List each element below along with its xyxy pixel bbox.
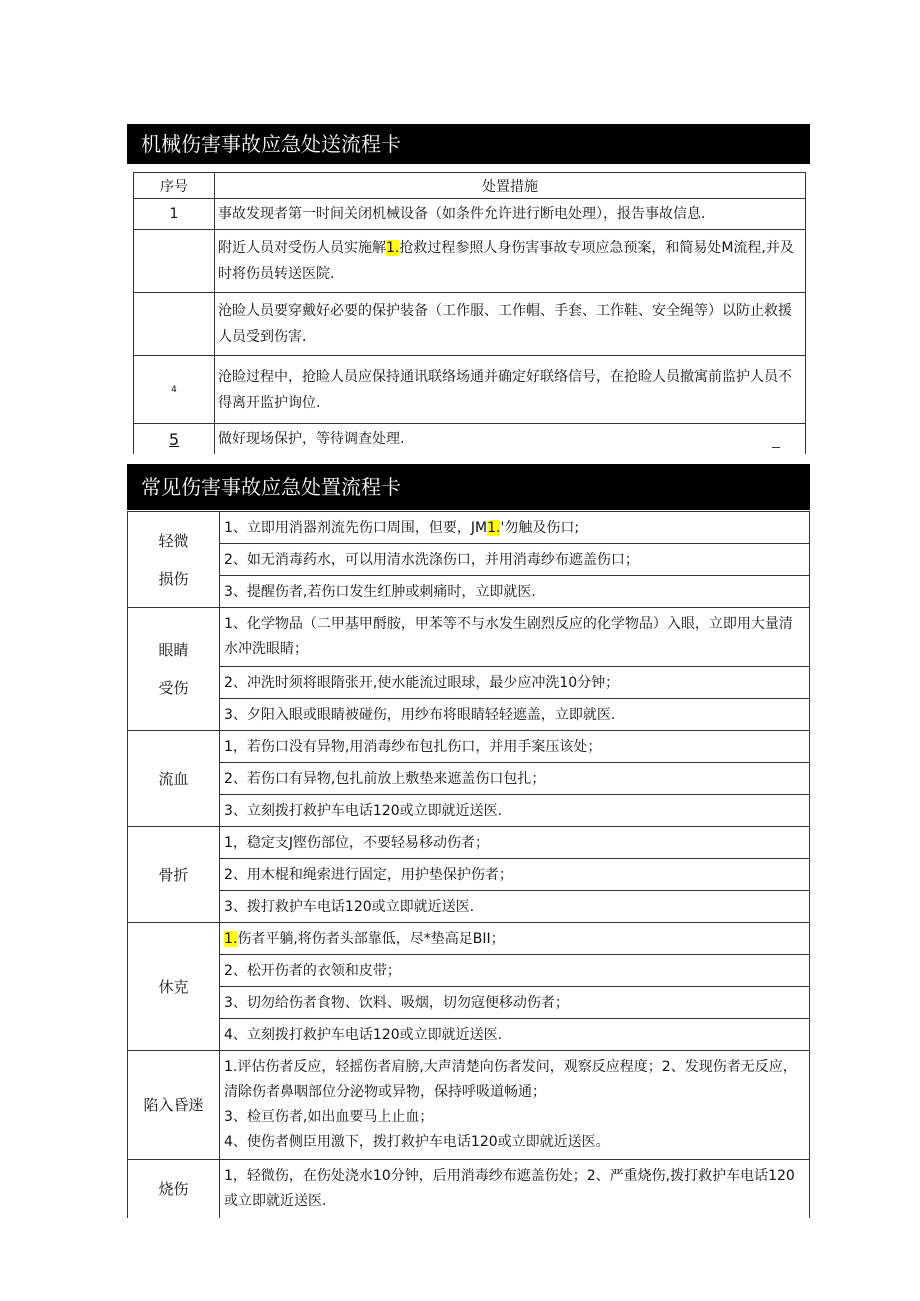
table-row [128,608,810,667]
step-text: 1.伤者平躺,将伤者头部靠低，尽*垫高足BII； [220,923,810,955]
table-row [128,1019,810,1051]
table-row [134,230,806,293]
table-row [128,512,810,544]
category-shock: 休克 [128,923,220,1051]
step-text: 2、松开伤者的衣领和皮带； [220,955,810,987]
step-text: 4、立刻拨打救护车电话120或立即就近送医. [220,1019,810,1051]
row-number: 1 [134,199,215,230]
row-number: 4 [134,356,215,424]
row-number [134,230,215,293]
step-text: 2、用木棍和绳索进行固定，用护垫保护伤者； [220,859,810,891]
col-measure-header: 处置措施 [215,173,806,199]
card1-title-bar [127,124,810,164]
card2-table [127,511,810,1218]
step-text: 3、立刻拨打救护车电话120或立即就近送医. [220,795,810,827]
row-number [134,424,215,455]
step-text: 1.评估伤者反应，轻摇伤者肩膀,大声清楚向伤者发问，观察反应程度；2、发现伤者无反应，清除伤者鼻咽部位分泌物或异物，保持呼吸道畅通； 3、检亘伤者,如出血要马上止血； 4、使伤者侧臣用激下，拨打救护车电话120或立即就近送医。 [220,1051,810,1160]
table-row [128,699,810,731]
table-row [128,955,810,987]
table-row [128,576,810,608]
step-text: 3、拨打救护车电话120或立即就近送医. [220,891,810,923]
table-row [128,795,810,827]
stray-dash [772,447,780,448]
row-text: 沧睑过程中，抢睑人员应保持通讯联络场通并确定好联络信号，在抢睑人员撤寓前监护人员不得离开监护询位. [215,356,806,424]
step-text: 3、提醒伤者,若伤口发生红肿或刺痛时，立即就医. [220,576,810,608]
highlighted-text: 1. [386,240,400,256]
table-row [128,891,810,923]
row-number [134,293,215,356]
category-eye-injury: 眼睛 受伤 [128,608,220,731]
table-row [128,1051,810,1160]
table-row [134,293,806,356]
table-row [128,827,810,859]
text-part: 附近人员对受伤人员实施解 [218,240,386,256]
category-fracture: 骨折 [128,827,220,923]
row-text: 事故发现者第一时间关闭机械设备（如条件允许进行断电处理），报告事故信息. [215,199,806,230]
text-part: 抢救过程参照人身伤害事故专项应急预案，和简易处M流程,并及时将伤员转送医院. [218,240,794,282]
card1-title: 机械伤害事故应急处送流程卡 [141,132,401,156]
category-minor-injury: 轻微 损伤 [128,512,220,608]
table-row [128,731,810,763]
category-bleeding: 流血 [128,731,220,827]
table-row [134,356,806,424]
card1-table [133,172,806,454]
table-row [128,667,810,699]
category-unconscious: 陷入昏迷 [128,1051,220,1160]
step-text: 1，轻微伤，在伤处浇水10分钟，后用消毒纱布遮盖伤处；2、严重烧伤,拨打救护车电话120或立即就近送医. [220,1160,810,1219]
card1-header-row [134,173,806,199]
step-text: 1、立即用消器剂流先伤口周围，但要，JM1.'勿触及伤口; [220,512,810,544]
card2-title: 常见伤害事故应急处置流程卡 [141,475,401,499]
row-number-underlined: 5 [168,429,180,449]
table-row [134,199,806,230]
table-row [128,859,810,891]
table-row [128,923,810,955]
highlighted-text: 1. [487,519,501,536]
step-text: 2、如无消毒药水，可以用清水洗涤伤口，并用消毒纱布遮盖伤口； [220,544,810,576]
category-burn: 烧伤 [128,1160,220,1219]
col-no-header: 序号 [134,173,215,199]
row-text [215,230,806,293]
step-text: 1，若伤口没有异物,用消毒纱布包扎伤口，并用手案压该处； [220,731,810,763]
step-text: 2、冲洗时须将眼隋张开,使水能流过眼球，最少应冲洗10分钟； [220,667,810,699]
step-text: 1，稳定支J铿伤部位，不要轻易移动伤者； [220,827,810,859]
highlighted-text: 1. [224,930,238,947]
row-text: 沧睑人员要穿戴好必要的保护装备（工作服、工作帽、手套、工作鞋、安全绳等）以防止救援人员受到伤害. [215,293,806,356]
step-text: 3、夕阳入眼或眼睛被碰伤，用纱布将眼睛轻轻遮盖，立即就医. [220,699,810,731]
card2-title-bar [127,464,810,510]
table-row [128,987,810,1019]
step-text: 3、切勿给伤者食物、饮料、吸烟，切勿寇便移动伤者； [220,987,810,1019]
step-text: 2、若伤口有异物,包扎前放上敷垫来遮盖伤口包扎； [220,763,810,795]
step-text: 1、化学物品（二甲基甲酹胺，甲苯等不与水发生剧烈反应的化学物品）入眼，立即用大量清水冲洗眼睛； [220,608,810,667]
table-row [128,544,810,576]
table-row [128,1160,810,1219]
table-row [134,424,806,455]
row-text: 做好现场保护，等待调查处理. [215,424,806,455]
table-row [128,763,810,795]
